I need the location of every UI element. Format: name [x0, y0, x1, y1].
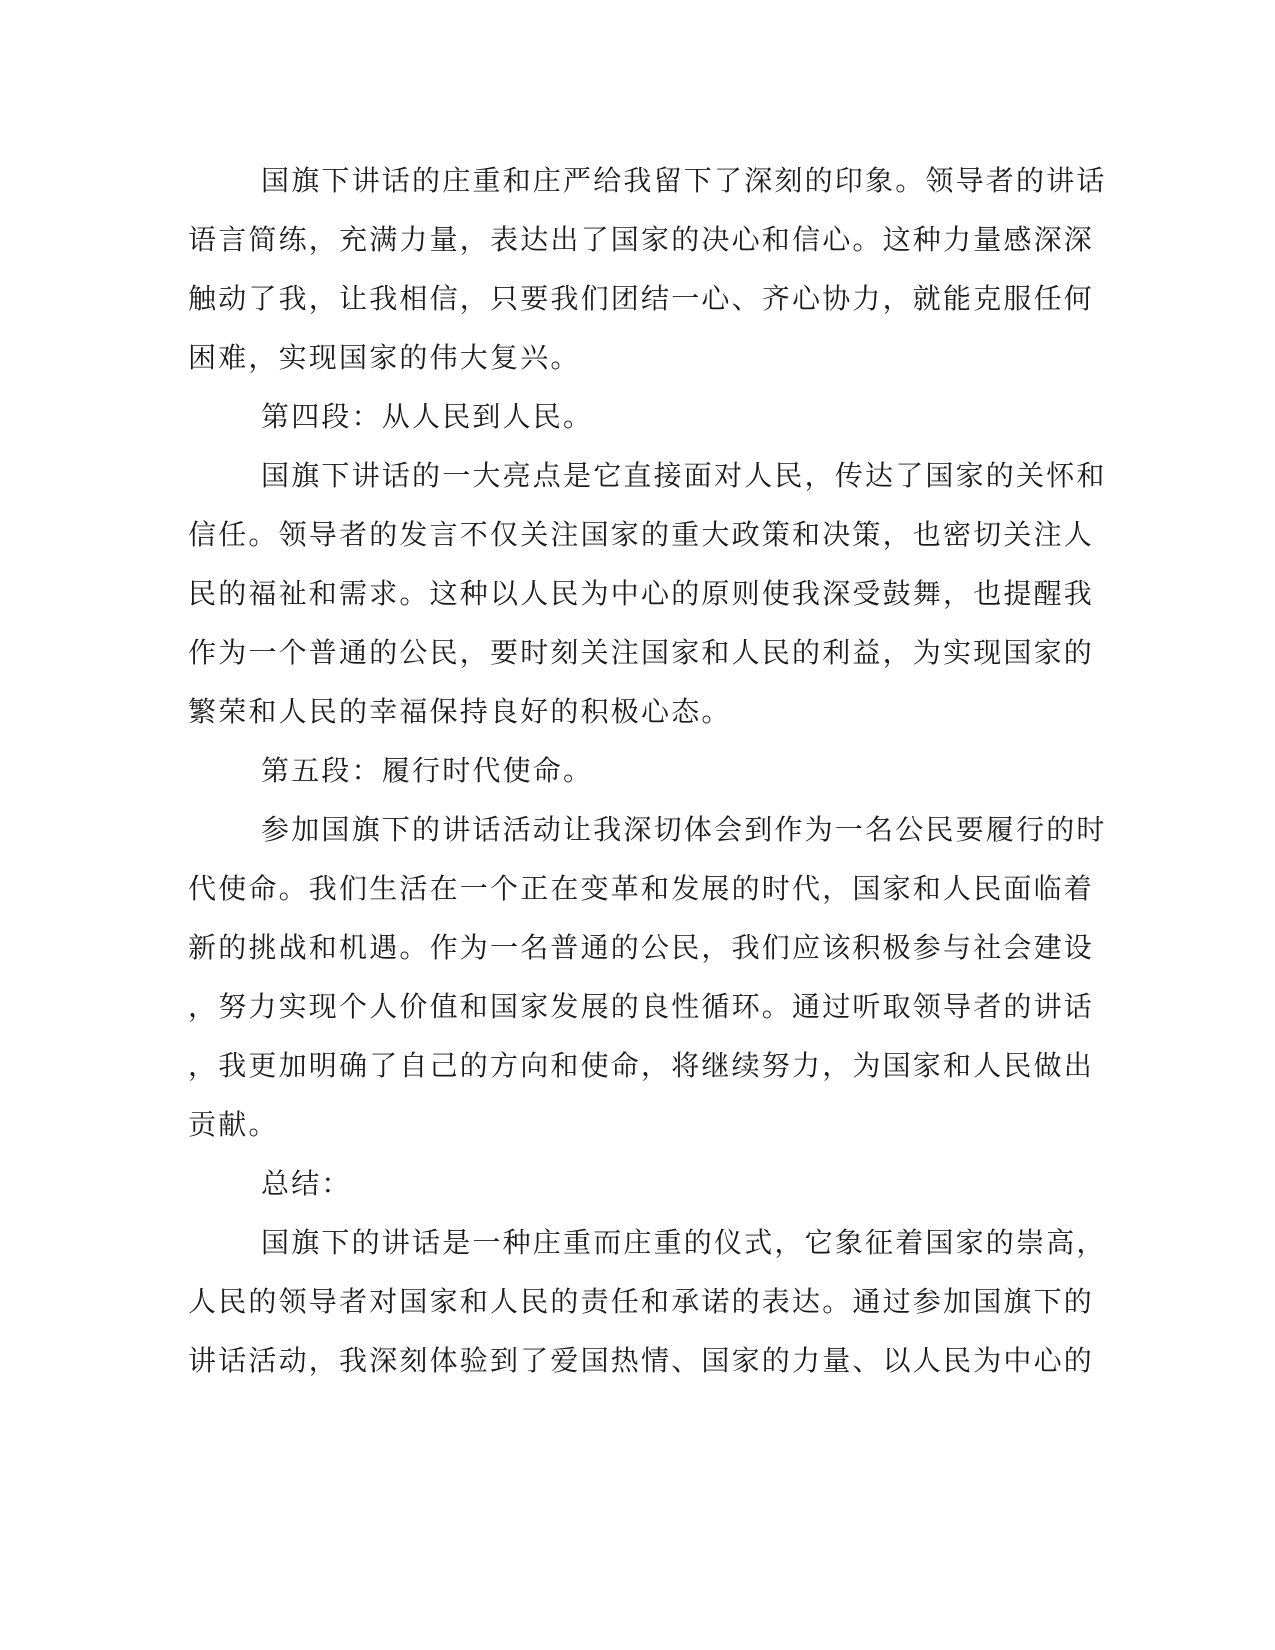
- paragraph-line: 触动了我，让我相信，只要我们团结一心、齐心协力，就能克服任何: [188, 282, 1095, 315]
- paragraph-line: 讲话活动，我深刻体验到了爱国热情、国家的力量、以人民为中心的: [188, 1344, 1095, 1377]
- paragraph-line: 语言简练，充满力量，表达出了国家的决心和信心。这种力量感深深: [188, 223, 1095, 256]
- paragraph-line: 代使命。我们生活在一个正在变革和发展的时代，国家和人民面临着: [188, 872, 1095, 905]
- paragraph-line: 参加国旗下的讲话活动让我深切体会到作为一名公民要履行的时: [261, 813, 1107, 846]
- section-heading-5: 第五段：履行时代使命。: [261, 754, 594, 787]
- paragraph-line: ，努力实现个人价值和国家发展的良性循环。通过听取领导者的讲话: [188, 990, 1095, 1023]
- paragraph-line: 国旗下讲话的一大亮点是它直接面对人民，传达了国家的关怀和: [261, 459, 1107, 492]
- summary-heading: 总结：: [261, 1167, 352, 1200]
- paragraph-line: 作为一个普通的公民，要时刻关注国家和人民的利益，为实现国家的: [188, 636, 1095, 669]
- paragraph-line: 信任。领导者的发言不仅关注国家的重大政策和决策，也密切关注人: [188, 518, 1095, 551]
- section-heading-4: 第四段：从人民到人民。: [261, 400, 594, 433]
- paragraph-line: 贡献。: [188, 1108, 279, 1141]
- paragraph-line: 民的福祉和需求。这种以人民为中心的原则使我深受鼓舞，也提醒我: [188, 577, 1095, 610]
- paragraph-line: 困难，实现国家的伟大复兴。: [188, 341, 581, 374]
- paragraph-line: 人民的领导者对国家和人民的责任和承诺的表达。通过参加国旗下的: [188, 1285, 1095, 1318]
- paragraph-line: 国旗下的讲话是一种庄重而庄重的仪式，它象征着国家的崇高，: [261, 1226, 1107, 1259]
- paragraph-line: 国旗下讲话的庄重和庄严给我留下了深刻的印象。领导者的讲话: [261, 164, 1107, 197]
- paragraph-line: ，我更加明确了自己的方向和使命，将继续努力，为国家和人民做出: [188, 1049, 1095, 1082]
- paragraph-line: 新的挑战和机遇。作为一名普通的公民，我们应该积极参与社会建设: [188, 931, 1095, 964]
- paragraph-line: 繁荣和人民的幸福保持良好的积极心态。: [188, 695, 732, 728]
